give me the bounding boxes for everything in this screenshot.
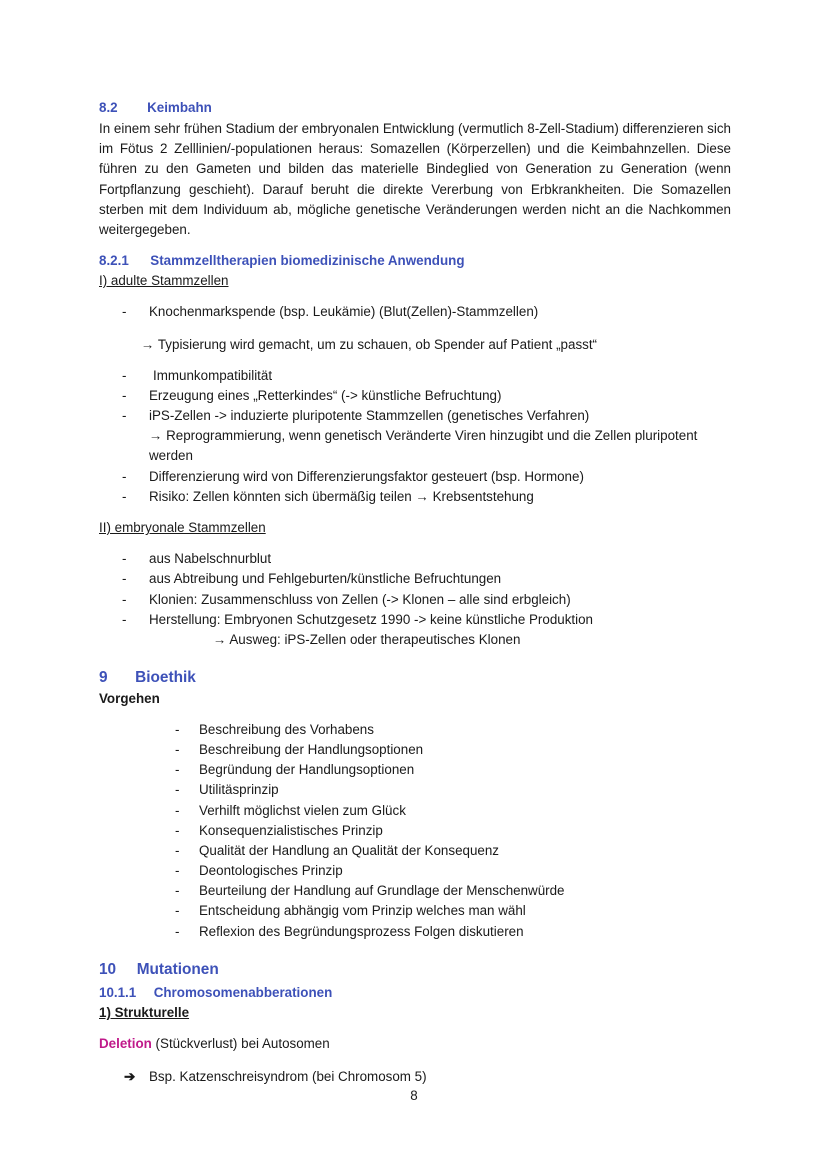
list-dash: -	[122, 571, 127, 586]
list-item: Konsequenzialistisches Prinzip	[199, 823, 383, 838]
section-title: Bioethik	[135, 669, 196, 686]
list-dash: -	[122, 368, 127, 383]
section-number: 8.2	[99, 100, 118, 115]
list-item: Utilitäsprinzip	[199, 782, 279, 797]
adulte-stammzellen-heading: I) adulte Stammzellen	[99, 273, 229, 288]
list-item: Begründung der Handlungsoptionen	[199, 762, 415, 777]
list-item: Knochenmarkspende (bsp. Leukämie) (Blut(Zellen)-Stammzellen)	[149, 304, 539, 319]
list-item: Beschreibung der Handlungsoptionen	[199, 742, 424, 757]
list-dash: -	[122, 592, 127, 607]
list-item: Verhilft möglichst vielen zum Glück	[199, 803, 406, 818]
keimbahn-paragraph: In einem sehr frühen Stadium der embryonalen Entwicklung (vermutlich 8-Zell-Stadium) differenzieren sich im Fötus 2 Zelllinien/-populationen heraus: Somazellen (Körperzellen) und die Keimbahnzellen. Diese führen zu den Gameten und bilden das materielle Bindeglied von Generation zu Generation (wenn Fortpflanzung geschieht). Darauf beruht die direkte Vererbung von Erbkrankheiten. Die Somazellen sterben mit dem Individuum ab, mögliche genetische Veränderungen werden nicht an die Nachkommen weitergegeben.	[99, 121, 731, 238]
deletion-label: Deletion	[99, 1036, 152, 1051]
list-item: Risiko: Zellen könnten sich übermäßig teilen → Krebsentstehung	[149, 489, 534, 504]
section-number: 8.2.1	[99, 253, 129, 268]
example-item: Bsp. Katzenschreisyndrom (bei Chromosom 5)	[149, 1069, 427, 1084]
vorgehen-heading: Vorgehen	[99, 691, 160, 706]
list-dash: -	[122, 551, 127, 566]
section-number: 10	[99, 961, 117, 978]
list-dash: -	[122, 304, 127, 319]
list-item: Reflexion des Begründungsprozess Folgen diskutieren	[199, 924, 524, 939]
deletion-description: (Stückverlust) bei Autosomen	[151, 1036, 330, 1051]
section-title: Keimbahn	[147, 100, 212, 115]
list-dash: -	[175, 803, 180, 818]
list-item: Entscheidung abhängig vom Prinzip welches man wähl	[199, 903, 526, 918]
section-10-1-1-heading	[99, 983, 332, 1003]
section-title: Stammzelltherapien biomedizinische Anwendung	[150, 253, 465, 268]
list-item: aus Abtreibung und Fehlgeburten/künstliche Befruchtungen	[149, 571, 502, 586]
list-item-arrow: → Reprogrammierung, wenn genetisch Veränderte Viren hinzugibt und die Zellen pluripotent	[149, 428, 698, 443]
list-item: Beurteilung der Handlung auf Grundlage der Menschenwürde	[199, 883, 565, 898]
list-dash: -	[175, 782, 180, 797]
list-dash: -	[175, 762, 180, 777]
list-dash: -	[175, 903, 180, 918]
list-dash: -	[175, 924, 180, 939]
section-number: 9	[99, 669, 108, 686]
list-item: aus Nabelschnurblut	[149, 551, 272, 566]
list-item: iPS-Zellen -> induzierte pluripotente Stammzellen (genetisches Verfahren)	[149, 408, 590, 423]
list-dash: -	[175, 722, 180, 737]
section-10-heading	[99, 959, 219, 981]
list-item-continuation: werden	[149, 448, 193, 463]
list-item: Beschreibung des Vorhabens	[199, 722, 374, 737]
arrow-icon: ➔	[124, 1069, 136, 1084]
list-dash: -	[122, 408, 127, 423]
list-item: Immunkompatibilität	[153, 368, 273, 383]
section-9-heading	[99, 667, 196, 689]
section-title: Chromosomenabberationen	[153, 985, 333, 1000]
list-item-arrow: → Ausweg: iPS-Zellen oder therapeutisches Klonen	[213, 632, 521, 647]
section-number: 10.1.1	[99, 985, 137, 1000]
list-item: Qualität der Handlung an Qualität der Konsequenz	[199, 843, 500, 858]
list-dash: -	[122, 489, 127, 504]
embryonale-stammzellen-heading: II) embryonale Stammzellen	[99, 520, 266, 535]
list-item: Herstellung: Embryonen Schutzgesetz 1990 -> keine künstliche Produktion	[149, 612, 594, 627]
list-item-arrow: → Typisierung wird gemacht, um zu schauen, ob Spender auf Patient „passt“	[141, 337, 598, 352]
strukturelle-heading: 1) Strukturelle	[99, 1005, 190, 1020]
page-number: 8	[410, 1088, 418, 1103]
deletion-line	[99, 1034, 330, 1054]
list-dash: -	[122, 612, 127, 627]
section-8-2-1-heading	[99, 251, 465, 271]
list-dash: -	[175, 843, 180, 858]
list-dash: -	[175, 742, 180, 757]
section-title: Mutationen	[136, 961, 219, 978]
section-8-2-heading	[99, 98, 212, 118]
list-dash: -	[122, 388, 127, 403]
list-item: Deontologisches Prinzip	[199, 863, 343, 878]
list-dash: -	[175, 823, 180, 838]
list-item: Erzeugung eines „Retterkindes“ (-> künstliche Befruchtung)	[149, 388, 502, 403]
list-item: Differenzierung wird von Differenzierungsfaktor gesteuert (bsp. Hormone)	[149, 469, 584, 484]
list-dash: -	[175, 883, 180, 898]
list-dash: -	[175, 863, 180, 878]
list-dash: -	[122, 469, 127, 484]
list-item: Klonien: Zusammenschluss von Zellen (-> Klonen – alle sind erbgleich)	[149, 592, 571, 607]
